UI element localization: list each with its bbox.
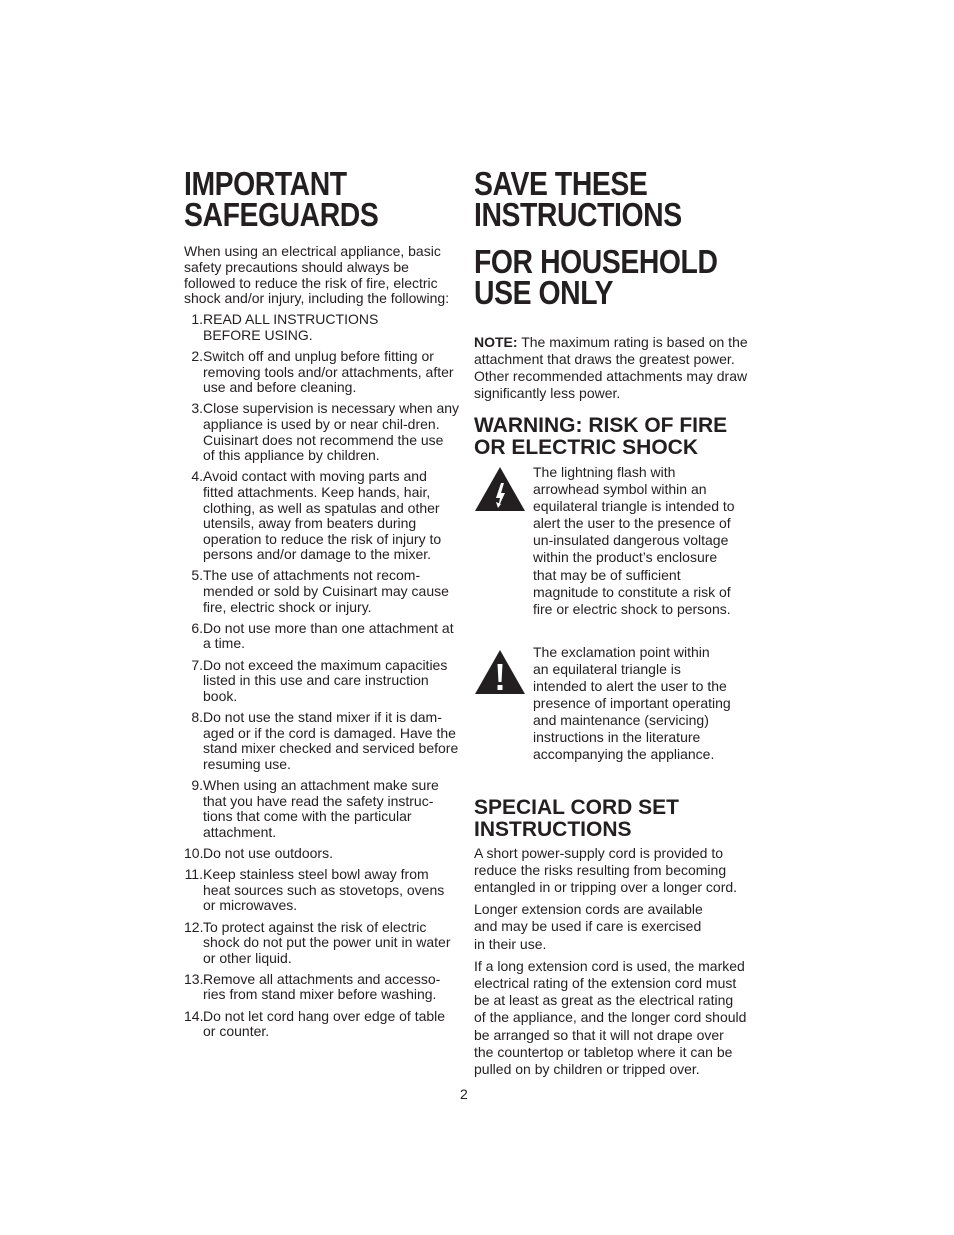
item-text: To protect against the risk of electric shock do not put the power unit in water or other liquid.: [203, 918, 451, 966]
item-number: 6.: [191, 619, 203, 636]
lightning-symbol-row: [474, 464, 754, 618]
item-text: The use of attachments not recom-mended or sold by Cuisinart may cause fire, electric shock or injury.: [203, 567, 449, 615]
title-line: USE ONLY: [474, 274, 614, 311]
item-text: When using an attachment make sure that you have read the safety instruc-tions that come with the particular attachment.: [203, 776, 439, 840]
list-item: [184, 349, 459, 396]
item-number: 7.: [191, 656, 203, 673]
cord-paragraph: If a long extension cord is used, the marked electrical rating of the extension cord must be at least as great as the electrical rating of the appliance, and the longer cord should be arranged so that it will not drape over the countertop or tabletop where it can be pulled on by children or tripped over.: [474, 957, 747, 1077]
item-text: Remove all attachments and accesso-ries from stand mixer before washing.: [203, 970, 441, 1003]
item-text: Close supervision is necessary when any appliance is used by or near chil-dren. Cuisinart does not recommend the use of this appliance by children.: [203, 400, 460, 464]
list-item: [184, 920, 459, 967]
list-item: [184, 568, 459, 615]
note-paragraph: [474, 334, 754, 402]
list-item: [184, 469, 459, 563]
important-safeguards-title: [184, 165, 421, 233]
item-number: 3.: [191, 400, 203, 417]
list-item: [184, 778, 459, 840]
cord-paragraph: A short power-supply cord is provided to reduce the risks resulting from becoming entangled in or tripping over a longer cord.: [474, 844, 738, 895]
item-text: Do not use outdoors.: [203, 844, 333, 861]
note-text: The maximum rating is based on the attachment that draws the greatest power. Other recommended attachments may draw significantly less power.: [474, 334, 748, 401]
item-text: Switch off and unplug before fitting or removing tools and/or attachments, after use and before cleaning.: [203, 347, 454, 396]
household-use-title: [474, 243, 718, 311]
title-line: IMPORTANT: [184, 165, 347, 202]
item-number: 14.: [184, 1007, 204, 1024]
item-number: 2.: [191, 347, 203, 364]
warning-heading: WARNING: RISK OF FIRE OR ELECTRIC SHOCK: [474, 414, 728, 459]
cord-set-heading: SPECIAL CORD SET INSTRUCTIONS: [474, 795, 679, 841]
lightning-triangle-icon: [474, 464, 533, 618]
title-line: INSTRUCTIONS: [474, 196, 682, 233]
item-number: 4.: [191, 468, 203, 485]
item-number: 5.: [191, 567, 203, 584]
intro-text: When using an electrical appliance, basic safety precautions should always be followed to reduce the risk of fire, electric shock and/or injury, including the following:: [184, 243, 450, 307]
exclamation-triangle-icon: [474, 644, 533, 764]
item-number: 11.: [184, 866, 203, 883]
item-text: READ ALL INSTRUCTIONS BEFORE USING.: [203, 311, 379, 343]
cord-paragraph: Longer extension cords are available and may be used if care is exercised in their use.: [474, 901, 703, 952]
list-item: [184, 1009, 459, 1040]
list-item: [184, 621, 459, 652]
title-line: FOR HOUSEHOLD: [474, 243, 718, 280]
item-number: 12.: [184, 918, 204, 935]
item-number: 13.: [184, 970, 204, 987]
item-text: Keep stainless steel bowl away from heat sources such as stovetops, ovens or microwaves.: [203, 866, 445, 914]
item-text: Do not exceed the maximum capacities listed in this use and care instruction book.: [203, 656, 448, 704]
item-number: 1.: [191, 311, 203, 328]
list-item: [184, 658, 459, 705]
important-safeguards-column: [184, 165, 460, 1045]
safeguards-list: [184, 312, 459, 1040]
list-item: [184, 401, 459, 463]
page-number: 2: [460, 1086, 468, 1102]
note-label: NOTE:: [474, 334, 518, 350]
item-text: Do not let cord hang over edge of table or counter.: [203, 1007, 446, 1040]
list-item: [184, 867, 459, 914]
item-text: Do not use the stand mixer if it is dam-aged or if the cord is damaged. Have the stand mixer checked and serviced before resuming use.: [203, 709, 459, 772]
lightning-description: The lightning flash with arrowhead symbol within an equilateral triangle is intended to alert the user to the presence of un-insulated dangerous voltage within the product’s enclosure that may be of sufficient magnitude to constitute a risk of fire or electric shock to persons.: [533, 464, 735, 617]
list-item: [184, 846, 459, 862]
item-number: 10.: [184, 844, 204, 861]
title-line: SAVE THESE: [474, 165, 648, 202]
exclamation-description: The exclamation point within an equilateral triangle is intended to alert the user to the presence of important operating and maintenance (servicing) instructions in the literature accompanying the appliance.: [533, 643, 731, 763]
item-number: 8.: [191, 709, 203, 725]
save-instructions-title: [474, 165, 715, 233]
list-item: [184, 710, 459, 772]
save-instructions-column: [474, 165, 754, 1078]
title-line: SAFEGUARDS: [184, 196, 379, 233]
list-item: [184, 312, 459, 343]
list-item: [184, 972, 459, 1003]
item-number: 9.: [191, 776, 203, 793]
item-text: Do not use more than one attachment at a time.: [203, 619, 454, 652]
exclamation-symbol-row: [474, 644, 754, 764]
item-text: Avoid contact with moving parts and fitted attachments. Keep hands, hair, clothing, as well as spatulas and other utensils, away from beaters during operation to reduce the risk of injury to persons and/or damage to the mixer.: [203, 468, 442, 563]
